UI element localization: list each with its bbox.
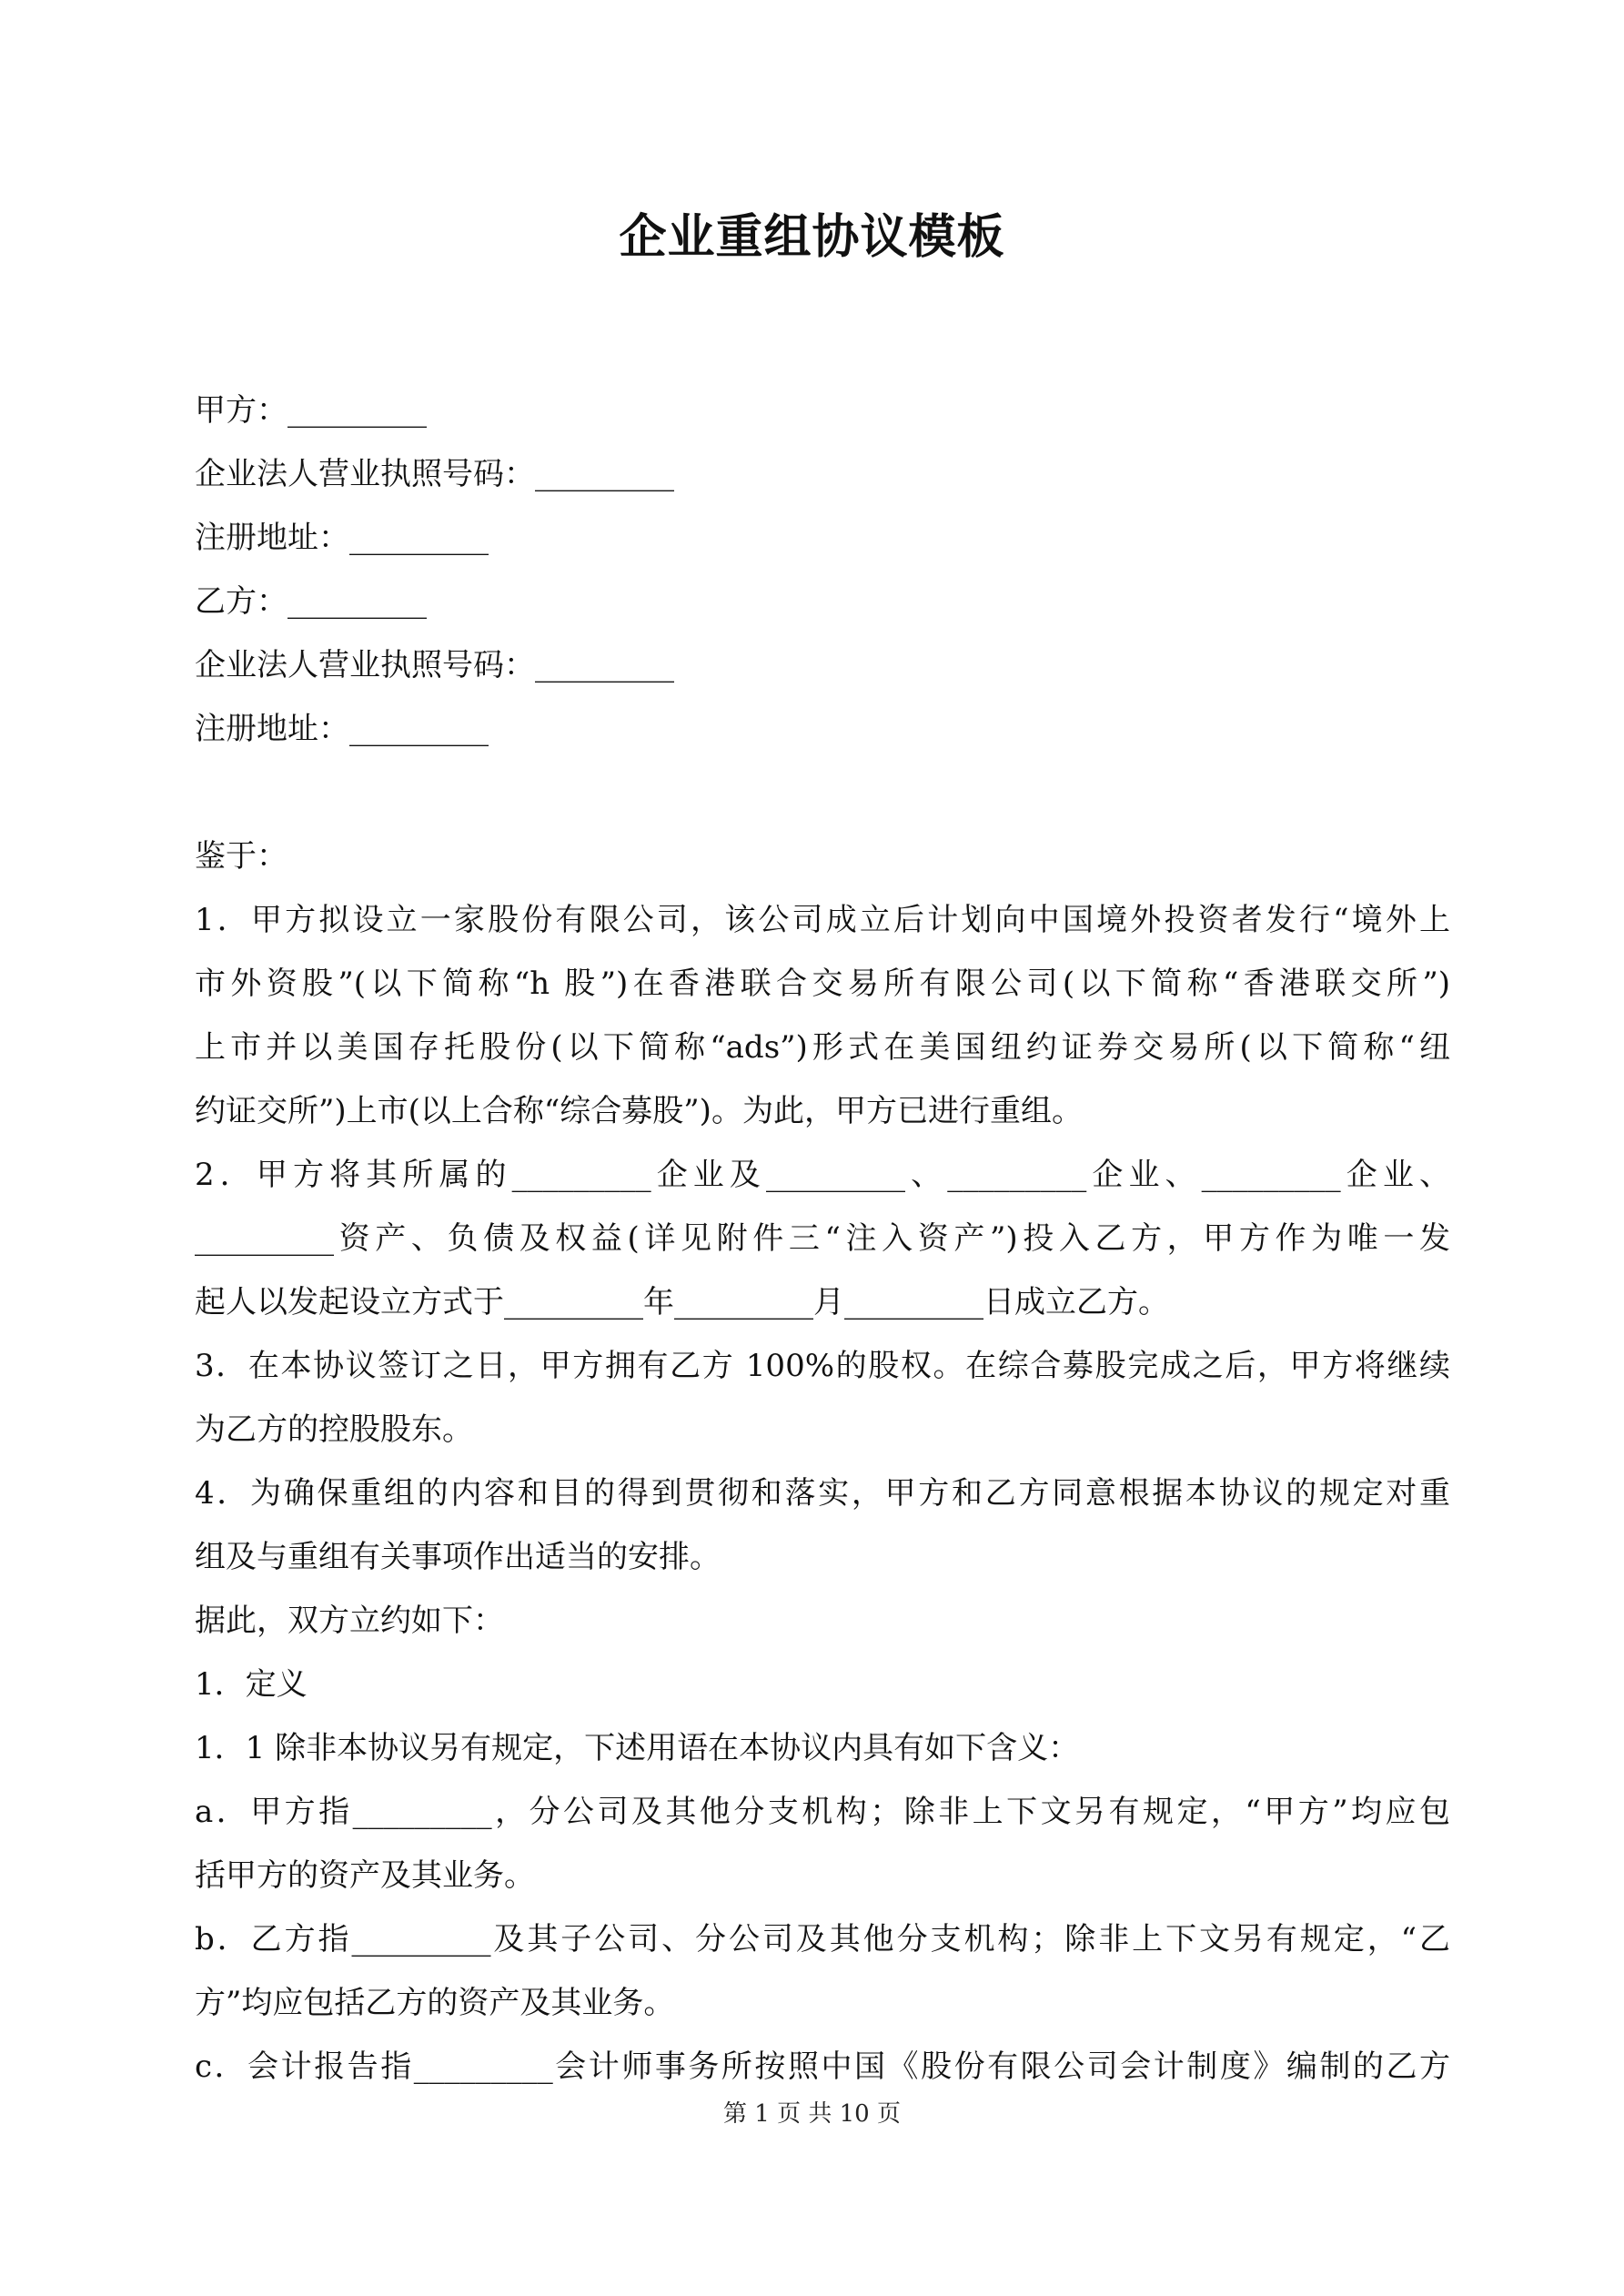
text-line: _________资产、负债及权益(详见附件三“注入资产”)投入乙方，甲方作为唯一发	[195, 1220, 1450, 1257]
text-line: b．乙方指_________及其子公司、分公司及其他分支机构；除非上下文另有规定，“乙	[195, 1921, 1450, 1957]
text-line: a．甲方指_________，分公司及其他分支机构；除非上下文另有规定，“甲方”均应包	[195, 1794, 1450, 1830]
party-a-license-line: 企业法人营业执照号码：_________	[195, 456, 674, 492]
text-line: c．会计报告指_________会计师事务所按照中国《股份有限公司会计制度》编制的乙方	[195, 2048, 1450, 2085]
text-line: 括甲方的资产及其业务。	[195, 1857, 535, 1894]
text-line: 据此，双方立约如下：	[195, 1603, 504, 1639]
text-line: 上市并以美国存托股份(以下简称“ads”)形式在美国纽约证券交易所(以下简称“纽	[195, 1029, 1450, 1066]
document-title: 企业重组协议模板	[619, 209, 1005, 265]
text-line: 市外资股”(以下简称“h 股”)在香港联合交易所有限公司(以下简称“香港联交所”)	[195, 966, 1450, 1002]
text-line: 1．1 除非本协议另有规定，下述用语在本协议内具有如下含义：	[195, 1730, 1080, 1766]
text-line: 3．在本协议签订之日，甲方拥有乙方 100%的股权。在综合募股完成之后，甲方将继续	[195, 1348, 1450, 1384]
text-line: 4．为确保重组的内容和目的得到贯彻和落实，甲方和乙方同意根据本协议的规定对重	[195, 1475, 1450, 1512]
text-line: 组及与重组有关事项作出适当的安排。	[195, 1539, 721, 1575]
whereas-heading: 鉴于：	[195, 838, 287, 875]
section-spacer	[195, 761, 1450, 824]
text-line: 起人以发起设立方式于_________年_________月_________日成立乙方。	[195, 1284, 1169, 1320]
page-number-footer: 第 1 页 共 10 页	[723, 2100, 901, 2128]
text-line: 为乙方的控股股东。	[195, 1411, 473, 1448]
party-b-name-line: 乙方：_________	[195, 583, 427, 620]
document-body	[195, 379, 1450, 2099]
agreement-text	[195, 824, 1450, 2099]
text-line: 方”均应包括乙方的资产及其业务。	[195, 1985, 675, 2021]
text-line: 2．甲方将其所属的_________企业及_________、_________企业、_________企业、	[195, 1157, 1450, 1193]
party-a-name-line: 甲方：_________	[195, 392, 427, 429]
text-line: 1．甲方拟设立一家股份有限公司，该公司成立后计划向中国境外投资者发行“境外上	[195, 902, 1450, 938]
party-a-address-line: 注册地址：_________	[195, 520, 489, 556]
party-b-license-line: 企业法人营业执照号码：_________	[195, 647, 674, 683]
section-heading: 1．定义	[195, 1666, 308, 1703]
party-info-block	[195, 379, 1450, 761]
party-b-address-line: 注册地址：_________	[195, 711, 489, 747]
text-line: 约证交所”)上市(以上合称“综合募股”)。为此，甲方已进行重组。	[195, 1093, 1083, 1129]
